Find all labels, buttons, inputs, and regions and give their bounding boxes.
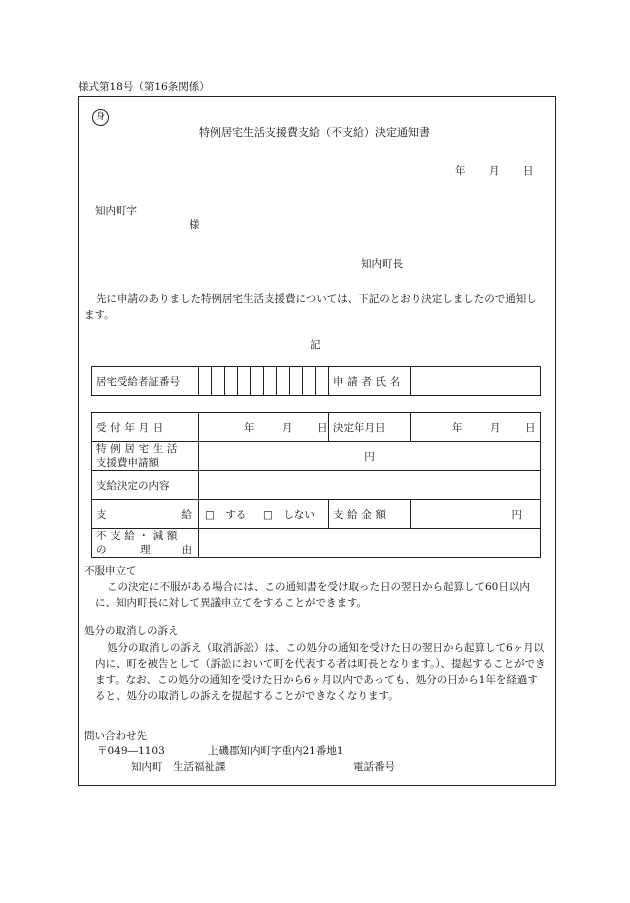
received-date-label: 受付年月日 [92, 413, 199, 442]
cert-digit-cell[interactable] [238, 367, 251, 396]
decision-date-field[interactable]: 年 月 日 [411, 413, 541, 442]
decision-table [91, 412, 541, 558]
decision-date-label: 決定年月日 [329, 413, 411, 442]
issuer: 知内町長 [361, 258, 403, 270]
cert-digit-cell[interactable] [251, 367, 264, 396]
cert-digit-cell[interactable] [303, 367, 316, 396]
reason-field[interactable] [199, 529, 541, 558]
decision-content-label: 支給決定の内容 [92, 471, 199, 500]
received-date-field[interactable]: 年 月 日 [199, 413, 329, 442]
request-amount-label: 特例居宅生活 支援費申請額 [92, 442, 199, 471]
cert-digit-cell[interactable] [199, 367, 212, 396]
payment-amount-label: 支給金額 [329, 500, 411, 529]
payment-amount-field[interactable]: 円 [411, 500, 541, 529]
intro-text: 先に申請のありました特例居宅生活支援費については、下記のとおり決定しましたので通知します。 [84, 293, 537, 321]
request-amount-field[interactable]: 円 [199, 442, 541, 471]
cert-digit-cell[interactable] [290, 367, 303, 396]
appeal-heading: 不服申立て [84, 565, 137, 577]
recipient-honorific: 様 [189, 219, 200, 231]
applicant-name-field[interactable] [411, 367, 541, 396]
cert-number-label: 居宅受給者証番号 [92, 367, 199, 396]
lawsuit-text: 処分の取消しの訴え（取消訴訟）は、この処分の通知を受けた日の翌日から起算して6ヶ月以内に、町を被告として（訴訟において町を代表する者は町長となります。）、提起することができます。なお、この処分の通知を受けた日から6ヶ月以内であっても、処分の日から1年を経過すると、処分の取消しの訴えを提起することができなくなります。 [95, 642, 546, 702]
lawsuit-heading: 処分の取消しの訴え [84, 625, 179, 637]
contact-postal: 〒049―1103 [97, 745, 165, 757]
disability-stamp-icon: 身 [92, 109, 109, 126]
cert-digit-cell[interactable] [316, 367, 329, 396]
shikyu-label: 支 給 [92, 500, 199, 529]
contact-phone-label: 電話番号 [353, 761, 395, 773]
document-title: 特例居宅生活支援費支給（不支給）決定通知書 [199, 126, 430, 139]
cert-digit-cell[interactable] [264, 367, 277, 396]
form-number: 様式第18号（第16条関係） [78, 81, 210, 93]
applicant-name-label: 申請者氏名 [329, 367, 411, 396]
recipient-address: 知内町字 [95, 205, 137, 217]
shikyu-options [199, 500, 329, 529]
contact-address: 上磯郡知内町字重内21番地1 [208, 745, 344, 757]
reason-label: 不支給・減額 の 理 由 [92, 529, 199, 558]
option-dont-checkbox[interactable]: □ しない [263, 509, 315, 521]
ki-label: 記 [310, 339, 321, 351]
appeal-text: この決定に不服がある場合には、この通知書を受け取った日の翌日から起算して60日以内に、知内町長に対して異議申立てをすることができます。 [95, 581, 530, 609]
cert-digit-cell[interactable] [212, 367, 225, 396]
contact-heading: 問い合わせ先 [84, 730, 147, 742]
decision-content-field[interactable] [199, 471, 541, 500]
option-do-checkbox[interactable]: □ する [205, 509, 247, 521]
cert-digit-cell[interactable] [277, 367, 290, 396]
contact-office: 知内町 生活福祉課 [131, 761, 226, 773]
certificate-table [91, 366, 541, 396]
cert-digit-cell[interactable] [225, 367, 238, 396]
